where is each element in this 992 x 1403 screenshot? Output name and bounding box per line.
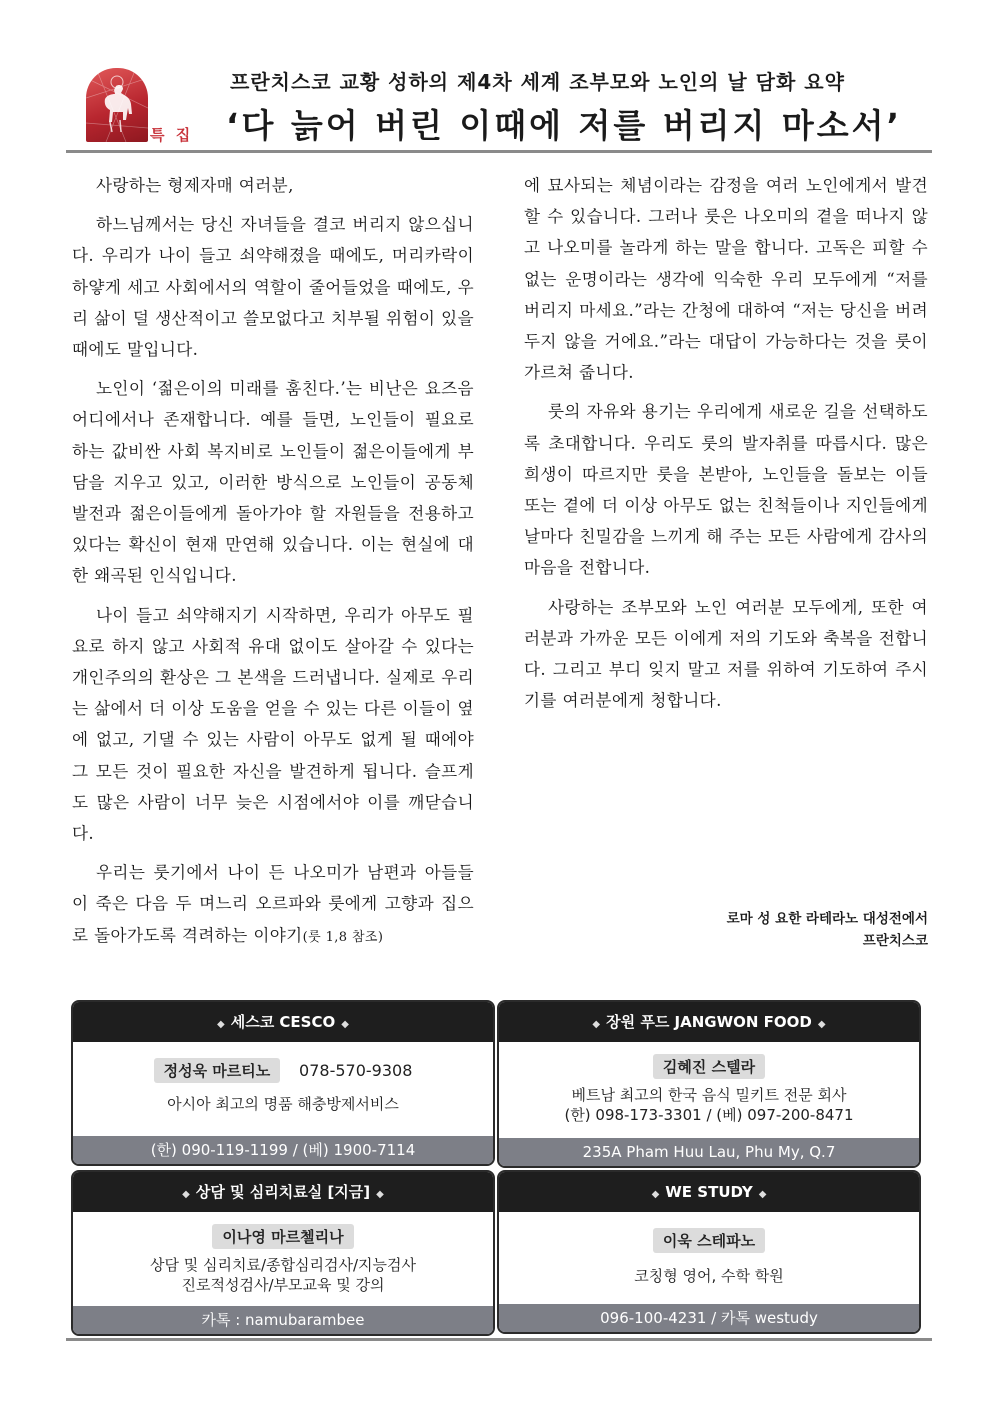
diamond-icon: ◆	[341, 1019, 349, 1030]
ad-footer: (한) 090-119-1199 / (베) 1900-7114	[73, 1136, 493, 1164]
diamond-icon: ◆	[817, 1019, 826, 1030]
ad-body	[499, 1054, 919, 1125]
diamond-icon: ◆	[376, 1189, 384, 1200]
ad-title: 세스코 CESCO	[230, 1013, 336, 1031]
diamond-icon: ◆	[592, 1019, 601, 1030]
article-column-left	[72, 170, 474, 961]
ad-description: 아시아 최고의 명품 해충방제서비스	[167, 1095, 399, 1113]
article-subtitle: 프란치스코 교황 성하의 제4차 세계 조부모와 노인의 날 담화 요약	[230, 70, 845, 94]
article-title: ‘다 늙어 버린 이때에 저를 버리지 마소서’	[226, 106, 903, 145]
ad-footer: 096-100-4231 / 카톡 westudy	[499, 1304, 919, 1332]
ad-description: 상담 및 심리치료/종합심리검사/지능검사	[150, 1256, 416, 1274]
contact-phone: 078-570-9308	[299, 1061, 413, 1080]
paragraph: 룻의 자유와 용기는 우리에게 새로운 길을 선택하도록 초대합니다. 우리도 룻의 발자취를 따릅시다. 많은 희생이 따르지만 룻을 본받아, 노인들을 돌보는 이들 또는 곁에 더 이상 아무도 없는 친척들이나 지인들에게 날마다 친밀감을 느끼게 해 주는 모든 사람에게 감사의 마음을 전합니다.	[524, 402, 928, 578]
ad-description: 진로적성검사/부모교육 및 강의	[181, 1276, 385, 1294]
ad-header	[499, 1172, 919, 1212]
signature-name: 프란치스코	[862, 933, 928, 949]
article-column-right	[524, 170, 928, 724]
paragraph: 에 묘사되는 체념이라는 감정을 여러 노인에게서 발견할 수 있습니다. 그러나 룻은 나오미의 곁을 떠나지 않고 나오미를 놀라게 하는 말을 합니다. 고독은 피할 수 없는 운명이라는 생각에 익숙한 우리 모두에게 “저를 버리지 마세요.”라는 간청에 대하여 “저는 당신을 버려두지 않을 거에요.”라는 대답이 가능하다는 것을 룻이 가르쳐 줍니다.	[524, 176, 928, 383]
bible-reference: (룻 1,8 참조)	[302, 929, 384, 945]
contact-name: 이나영 마르첼리나	[212, 1224, 353, 1249]
ad-counseling	[71, 1170, 495, 1336]
special-feature-label: 특 집	[150, 126, 194, 144]
diamond-icon: ◆	[182, 1189, 190, 1200]
ad-footer: 235A Pham Huu Lau, Phu My, Q.7	[499, 1138, 919, 1166]
paragraph-text: 우리는 룻기에서 나이 든 나오미가 남편과 아들들이 죽은 다음 두 며느리 오르파와 룻에게 고향과 집으로 돌아가도록 격려하는 이야기	[72, 863, 474, 945]
diamond-icon: ◆	[651, 1189, 660, 1200]
ad-we-study	[497, 1170, 921, 1334]
ad-header	[73, 1172, 493, 1212]
ad-title: 장원 푸드 JANGWON FOOD	[606, 1013, 812, 1031]
ad-body	[73, 1224, 493, 1295]
ad-title: WE STUDY	[665, 1183, 753, 1201]
signature-place: 로마 성 요한 라테라노 대성전에서	[726, 911, 928, 927]
ad-cesco	[71, 1000, 495, 1166]
ad-description: 코칭형 영어, 수학 학원	[634, 1267, 784, 1285]
paragraph: 하느님께서는 당신 자녀들을 결코 버리지 않으십니다. 우리가 나이 들고 쇠약해졌을 때에도, 머리카락이 하얗게 세고 사회에서의 역할이 줄어들었을 때에도, 우리 삶이 덜 생산적이고 쓸모없다고 치부될 위험이 있을 때에도 말입니다.	[72, 215, 474, 360]
paragraph: 사랑하는 형제자매 여러분,	[96, 176, 294, 195]
ad-header	[499, 1002, 919, 1042]
lamb-icon	[86, 68, 148, 142]
diamond-icon: ◆	[217, 1019, 225, 1030]
ad-footer: 카톡 : namubarambee	[73, 1306, 493, 1334]
contact-name: 이욱 스테파노	[653, 1228, 765, 1253]
ad-title: 상담 및 심리치료실 [지금]	[195, 1183, 371, 1201]
contact-name: 정성욱 마르티노	[154, 1058, 281, 1083]
ad-jangwon-food	[497, 1000, 921, 1168]
diamond-icon: ◆	[758, 1189, 767, 1200]
paragraph: 노인이 ‘젊은이의 미래를 훔친다.’는 비난은 요즈음 어디에서나 존재합니다. 예를 들면, 노인들이 필요로 하는 값비싼 사회 복지비로 노인들이 젊은이들에게 부담을 지우고 있고, 이러한 방식으로 노인들이 공동체 발전과 젊은이들에게 돌아가야 할 자원들을 전용하고 있다는 확신이 현재 만연해 있습니다. 이는 현실에 대한 왜곡된 인식입니다.	[72, 379, 474, 586]
ad-body	[499, 1228, 919, 1286]
special-feature-logo	[86, 68, 148, 142]
ad-header	[73, 1002, 493, 1042]
ad-phones: (한) 098-173-3301 / (베) 097-200-8471	[564, 1106, 854, 1124]
header-divider	[66, 150, 932, 153]
paragraph: 나이 들고 쇠약해지기 시작하면, 우리가 아무도 필요로 하지 않고 사회적 유대 없이도 살아갈 수 있다는 개인주의의 환상은 그 본색을 드러냅니다. 실제로 우리는 삶에서 더 이상 도움을 얻을 수 있는 다른 이들이 옆에 없고, 기댈 수 있는 사람이 아무도 없게 될 때에야 그 모든 것이 필요한 자신을 발견하게 됩니다. 슬프게도 많은 사람이 너무 늦은 시점에서야 이를 깨닫습니다.	[72, 605, 474, 844]
ad-description: 베트남 최고의 한국 음식 밀키트 전문 회사	[571, 1086, 847, 1104]
footer-divider	[66, 1338, 932, 1341]
paragraph	[72, 857, 474, 953]
signature	[727, 908, 928, 952]
ad-body	[73, 1058, 493, 1114]
paragraph: 사랑하는 조부모와 노인 여러분 모두에게, 또한 여러분과 가까운 모든 이에게 저의 기도와 축복을 전합니다. 그리고 부디 잊지 말고 저를 위하여 기도하여 주시기를 여러분에게 청합니다.	[524, 597, 928, 711]
contact-name: 김혜진 스텔라	[653, 1054, 765, 1079]
